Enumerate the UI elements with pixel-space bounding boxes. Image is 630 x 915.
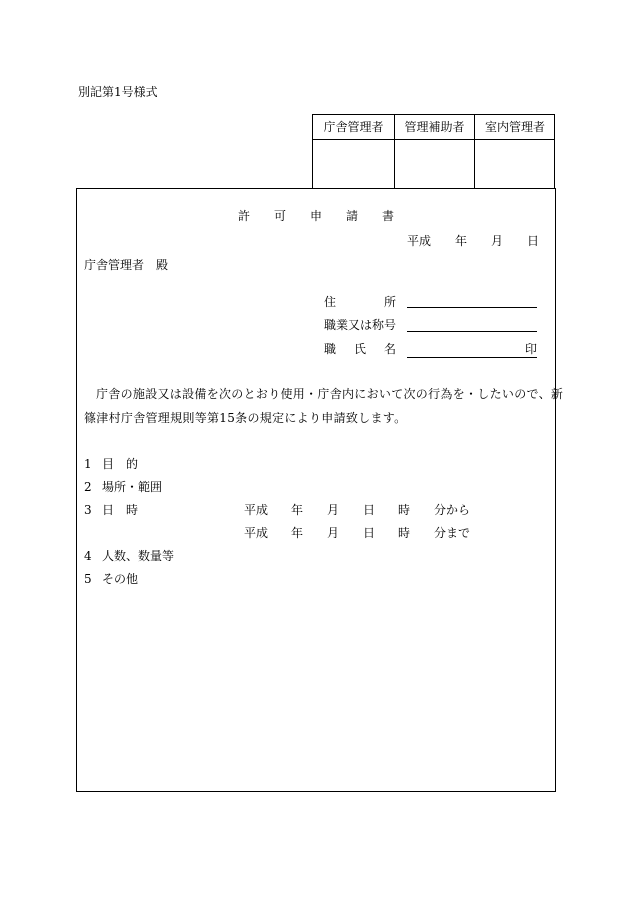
address-label-char: 所 <box>384 295 397 309</box>
item-number: 2 <box>84 480 92 494</box>
approval-stamp-box <box>312 114 555 189</box>
to-year: 年 <box>291 526 304 540</box>
title-char: 請 <box>346 209 359 223</box>
item-label: 日 時 <box>102 503 139 517</box>
name-label-char: 氏 <box>354 342 367 356</box>
body-text-line2: 篠津村庁舎管理規則等第15条の規定により申請致します。 <box>84 411 407 425</box>
title-char: 可 <box>274 209 287 223</box>
address-field[interactable] <box>407 307 537 308</box>
item-number: 1 <box>84 457 92 471</box>
name-field[interactable] <box>407 357 537 358</box>
title-char: 書 <box>382 209 395 223</box>
stamp-cell-assistant-manager[interactable] <box>395 140 474 188</box>
address-label-char: 住 <box>324 295 337 309</box>
to-era: 平成 <box>244 526 269 540</box>
stamp-header-building-manager: 庁舎管理者 <box>323 120 384 134</box>
name-label-char: 職 <box>324 342 337 356</box>
item-number: 5 <box>84 572 92 586</box>
stamp-cell-building-manager[interactable] <box>313 140 394 188</box>
item-label: 場所・範囲 <box>102 480 163 494</box>
stamp-header-room-manager: 室内管理者 <box>484 120 545 134</box>
title-char: 許 <box>238 209 251 223</box>
stamp-cell-room-manager[interactable] <box>475 140 555 188</box>
from-year: 年 <box>291 503 304 517</box>
to-hour: 時 <box>398 526 411 540</box>
to-month: 月 <box>327 526 340 540</box>
occupation-field[interactable] <box>407 331 537 332</box>
name-label-char: 名 <box>384 342 397 356</box>
occupation-label: 職業又は称号 <box>324 318 397 332</box>
to-day: 日 <box>363 526 376 540</box>
from-month: 月 <box>327 503 340 517</box>
from-day: 日 <box>363 503 376 517</box>
item-number: 3 <box>84 503 92 517</box>
date-day: 日 <box>527 234 540 248</box>
date-month: 月 <box>491 234 504 248</box>
item-label: その他 <box>102 572 139 586</box>
title-char: 申 <box>310 209 323 223</box>
item-label: 人数、数量等 <box>102 549 175 563</box>
body-text-line1: 庁舎の施設又は設備を次のとおり使用・庁舎内において次の行為を・したいので、新 <box>96 387 564 401</box>
date-era: 平成 <box>407 234 432 248</box>
item-number: 4 <box>84 549 92 563</box>
stamp-header-assistant-manager: 管理補助者 <box>404 120 465 134</box>
seal-mark: 印 <box>525 342 538 356</box>
item-label: 目 的 <box>102 457 139 471</box>
from-minute: 分から <box>434 503 471 517</box>
addressee: 庁舎管理者 殿 <box>84 258 169 272</box>
to-minute: 分まで <box>434 526 471 540</box>
date-year: 年 <box>455 234 468 248</box>
from-hour: 時 <box>398 503 411 517</box>
form-number: 別記第1号様式 <box>78 85 158 99</box>
from-era: 平成 <box>244 503 269 517</box>
